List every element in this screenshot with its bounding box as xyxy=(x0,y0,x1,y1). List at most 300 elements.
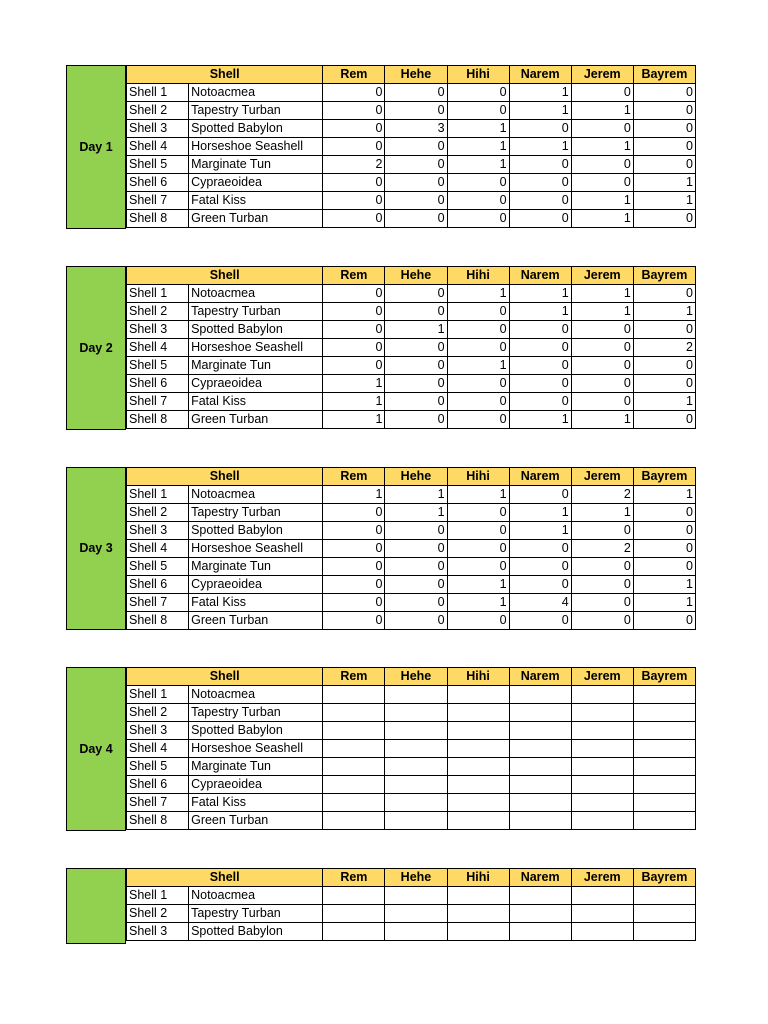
count-cell[interactable] xyxy=(571,758,633,776)
count-cell[interactable]: 1 xyxy=(571,284,633,302)
count-cell[interactable] xyxy=(385,776,447,794)
count-cell[interactable] xyxy=(509,686,571,704)
count-cell[interactable]: 0 xyxy=(509,356,571,374)
count-cell[interactable]: 0 xyxy=(323,356,385,374)
count-cell[interactable]: 1 xyxy=(633,174,695,192)
shell-name-cell[interactable]: Marginate Tun xyxy=(189,156,323,174)
count-cell[interactable]: 0 xyxy=(571,374,633,392)
count-cell[interactable]: 0 xyxy=(447,174,509,192)
count-cell[interactable]: 0 xyxy=(385,138,447,156)
shell-name-cell[interactable]: Horseshoe Seashell xyxy=(189,338,323,356)
header-person[interactable]: Hehe xyxy=(385,668,447,686)
shell-name-cell[interactable]: Horseshoe Seashell xyxy=(189,539,323,557)
count-cell[interactable]: 0 xyxy=(633,84,695,102)
header-person[interactable]: Jerem xyxy=(571,66,633,84)
shell-id-cell[interactable]: Shell 3 xyxy=(127,923,189,941)
shell-id-cell[interactable]: Shell 6 xyxy=(127,374,189,392)
shell-name-cell[interactable]: Notoacmea xyxy=(189,284,323,302)
count-cell[interactable]: 1 xyxy=(571,192,633,210)
shell-name-cell[interactable]: Horseshoe Seashell xyxy=(189,740,323,758)
count-cell[interactable]: 0 xyxy=(447,302,509,320)
count-cell[interactable] xyxy=(385,905,447,923)
count-cell[interactable]: 0 xyxy=(447,557,509,575)
shell-id-cell[interactable]: Shell 7 xyxy=(127,593,189,611)
count-cell[interactable]: 1 xyxy=(633,302,695,320)
count-cell[interactable]: 0 xyxy=(323,192,385,210)
count-cell[interactable]: 0 xyxy=(385,174,447,192)
header-person[interactable]: Bayrem xyxy=(633,266,695,284)
count-cell[interactable] xyxy=(385,758,447,776)
header-person[interactable]: Rem xyxy=(323,66,385,84)
shell-id-cell[interactable]: Shell 1 xyxy=(127,485,189,503)
count-cell[interactable]: 0 xyxy=(633,284,695,302)
header-person[interactable]: Jerem xyxy=(571,467,633,485)
count-cell[interactable]: 0 xyxy=(447,192,509,210)
header-person[interactable]: Narem xyxy=(509,266,571,284)
header-shell[interactable]: Shell xyxy=(127,266,323,284)
count-cell[interactable]: 0 xyxy=(633,539,695,557)
count-cell[interactable]: 0 xyxy=(509,174,571,192)
header-person[interactable]: Narem xyxy=(509,467,571,485)
header-person[interactable]: Hehe xyxy=(385,869,447,887)
count-cell[interactable]: 0 xyxy=(323,593,385,611)
count-cell[interactable] xyxy=(571,686,633,704)
count-cell[interactable]: 0 xyxy=(323,84,385,102)
count-cell[interactable] xyxy=(447,794,509,812)
count-cell[interactable] xyxy=(571,887,633,905)
header-person[interactable]: Rem xyxy=(323,869,385,887)
count-cell[interactable]: 0 xyxy=(509,320,571,338)
shell-name-cell[interactable]: Cypraeoidea xyxy=(189,374,323,392)
header-person[interactable]: Jerem xyxy=(571,668,633,686)
count-cell[interactable] xyxy=(385,812,447,830)
count-cell[interactable] xyxy=(385,686,447,704)
count-cell[interactable] xyxy=(509,923,571,941)
count-cell[interactable]: 0 xyxy=(633,320,695,338)
shell-id-cell[interactable]: Shell 4 xyxy=(127,740,189,758)
shell-id-cell[interactable]: Shell 8 xyxy=(127,611,189,629)
count-cell[interactable]: 0 xyxy=(633,503,695,521)
count-cell[interactable]: 2 xyxy=(571,485,633,503)
count-cell[interactable] xyxy=(571,794,633,812)
count-cell[interactable] xyxy=(323,887,385,905)
count-cell[interactable] xyxy=(509,722,571,740)
count-cell[interactable]: 0 xyxy=(633,611,695,629)
shell-name-cell[interactable]: Fatal Kiss xyxy=(189,392,323,410)
count-cell[interactable]: 0 xyxy=(633,557,695,575)
count-cell[interactable] xyxy=(447,905,509,923)
shell-name-cell[interactable]: Notoacmea xyxy=(189,686,323,704)
shell-name-cell[interactable]: Marginate Tun xyxy=(189,758,323,776)
count-cell[interactable] xyxy=(509,905,571,923)
count-cell[interactable]: 0 xyxy=(447,210,509,228)
header-person[interactable]: Rem xyxy=(323,467,385,485)
count-cell[interactable]: 0 xyxy=(385,374,447,392)
header-person[interactable]: Hehe xyxy=(385,266,447,284)
count-cell[interactable]: 1 xyxy=(323,374,385,392)
header-person[interactable]: Bayrem xyxy=(633,467,695,485)
count-cell[interactable] xyxy=(633,740,695,758)
count-cell[interactable] xyxy=(509,887,571,905)
count-cell[interactable]: 1 xyxy=(571,503,633,521)
count-cell[interactable]: 0 xyxy=(323,503,385,521)
count-cell[interactable]: 1 xyxy=(633,192,695,210)
shell-id-cell[interactable]: Shell 1 xyxy=(127,686,189,704)
count-cell[interactable]: 0 xyxy=(385,539,447,557)
count-cell[interactable] xyxy=(447,758,509,776)
count-cell[interactable]: 0 xyxy=(633,138,695,156)
count-cell[interactable] xyxy=(509,776,571,794)
count-cell[interactable]: 0 xyxy=(571,593,633,611)
count-cell[interactable] xyxy=(571,905,633,923)
count-cell[interactable] xyxy=(571,722,633,740)
count-cell[interactable]: 0 xyxy=(385,210,447,228)
count-cell[interactable] xyxy=(509,758,571,776)
shell-name-cell[interactable]: Tapestry Turban xyxy=(189,102,323,120)
count-cell[interactable]: 1 xyxy=(633,485,695,503)
count-cell[interactable] xyxy=(385,923,447,941)
shell-name-cell[interactable]: Fatal Kiss xyxy=(189,593,323,611)
count-cell[interactable]: 0 xyxy=(509,392,571,410)
count-cell[interactable] xyxy=(323,686,385,704)
count-cell[interactable]: 0 xyxy=(447,84,509,102)
shell-id-cell[interactable]: Shell 3 xyxy=(127,722,189,740)
count-cell[interactable]: 0 xyxy=(385,156,447,174)
count-cell[interactable]: 0 xyxy=(509,120,571,138)
count-cell[interactable]: 0 xyxy=(385,521,447,539)
count-cell[interactable]: 1 xyxy=(447,156,509,174)
shell-name-cell[interactable]: Green Turban xyxy=(189,611,323,629)
count-cell[interactable] xyxy=(571,776,633,794)
count-cell[interactable]: 0 xyxy=(447,521,509,539)
count-cell[interactable]: 2 xyxy=(571,539,633,557)
shell-id-cell[interactable]: Shell 2 xyxy=(127,102,189,120)
header-person[interactable]: Hihi xyxy=(447,467,509,485)
count-cell[interactable] xyxy=(571,923,633,941)
count-cell[interactable] xyxy=(633,794,695,812)
count-cell[interactable] xyxy=(633,812,695,830)
shell-name-cell[interactable]: Tapestry Turban xyxy=(189,704,323,722)
shell-name-cell[interactable]: Marginate Tun xyxy=(189,356,323,374)
count-cell[interactable] xyxy=(385,704,447,722)
shell-id-cell[interactable]: Shell 8 xyxy=(127,812,189,830)
count-cell[interactable]: 0 xyxy=(323,210,385,228)
count-cell[interactable]: 1 xyxy=(509,410,571,428)
count-cell[interactable]: 0 xyxy=(633,374,695,392)
shell-name-cell[interactable]: Green Turban xyxy=(189,410,323,428)
count-cell[interactable] xyxy=(447,923,509,941)
count-cell[interactable]: 1 xyxy=(447,356,509,374)
shell-name-cell[interactable]: Spotted Babylon xyxy=(189,923,323,941)
count-cell[interactable]: 1 xyxy=(633,575,695,593)
count-cell[interactable]: 0 xyxy=(447,611,509,629)
count-cell[interactable]: 1 xyxy=(323,410,385,428)
count-cell[interactable]: 0 xyxy=(571,156,633,174)
count-cell[interactable]: 0 xyxy=(385,575,447,593)
shell-id-cell[interactable]: Shell 5 xyxy=(127,156,189,174)
count-cell[interactable]: 0 xyxy=(447,374,509,392)
count-cell[interactable] xyxy=(323,758,385,776)
header-person[interactable]: Rem xyxy=(323,266,385,284)
count-cell[interactable]: 0 xyxy=(633,410,695,428)
count-cell[interactable] xyxy=(633,722,695,740)
count-cell[interactable] xyxy=(509,794,571,812)
count-cell[interactable]: 1 xyxy=(571,102,633,120)
count-cell[interactable]: 4 xyxy=(509,593,571,611)
count-cell[interactable]: 0 xyxy=(509,557,571,575)
count-cell[interactable] xyxy=(633,776,695,794)
count-cell[interactable] xyxy=(447,704,509,722)
count-cell[interactable]: 0 xyxy=(447,102,509,120)
count-cell[interactable]: 0 xyxy=(447,539,509,557)
count-cell[interactable]: 0 xyxy=(385,392,447,410)
count-cell[interactable] xyxy=(447,722,509,740)
shell-name-cell[interactable]: Cypraeoidea xyxy=(189,776,323,794)
header-shell[interactable]: Shell xyxy=(127,467,323,485)
day-label-cell[interactable] xyxy=(66,868,126,944)
count-cell[interactable] xyxy=(323,905,385,923)
count-cell[interactable]: 1 xyxy=(633,392,695,410)
count-cell[interactable] xyxy=(323,722,385,740)
header-person[interactable]: Rem xyxy=(323,668,385,686)
count-cell[interactable]: 0 xyxy=(323,102,385,120)
day-label-cell[interactable]: Day 2 xyxy=(66,266,126,430)
shell-id-cell[interactable]: Shell 2 xyxy=(127,704,189,722)
shell-name-cell[interactable]: Marginate Tun xyxy=(189,557,323,575)
count-cell[interactable] xyxy=(323,740,385,758)
count-cell[interactable]: 0 xyxy=(509,338,571,356)
count-cell[interactable] xyxy=(385,740,447,758)
header-person[interactable]: Hihi xyxy=(447,66,509,84)
shell-id-cell[interactable]: Shell 6 xyxy=(127,776,189,794)
count-cell[interactable] xyxy=(385,887,447,905)
shell-name-cell[interactable]: Spotted Babylon xyxy=(189,320,323,338)
header-person[interactable]: Jerem xyxy=(571,869,633,887)
count-cell[interactable]: 0 xyxy=(509,210,571,228)
count-cell[interactable]: 0 xyxy=(571,557,633,575)
count-cell[interactable] xyxy=(509,812,571,830)
count-cell[interactable]: 0 xyxy=(385,410,447,428)
shell-id-cell[interactable]: Shell 5 xyxy=(127,356,189,374)
shell-id-cell[interactable]: Shell 2 xyxy=(127,905,189,923)
count-cell[interactable] xyxy=(509,704,571,722)
count-cell[interactable]: 0 xyxy=(385,557,447,575)
count-cell[interactable] xyxy=(323,794,385,812)
count-cell[interactable] xyxy=(633,905,695,923)
count-cell[interactable]: 1 xyxy=(447,593,509,611)
shell-name-cell[interactable]: Tapestry Turban xyxy=(189,302,323,320)
count-cell[interactable]: 0 xyxy=(447,503,509,521)
shell-id-cell[interactable]: Shell 6 xyxy=(127,575,189,593)
count-cell[interactable]: 1 xyxy=(509,302,571,320)
count-cell[interactable] xyxy=(323,704,385,722)
count-cell[interactable]: 1 xyxy=(447,575,509,593)
shell-id-cell[interactable]: Shell 1 xyxy=(127,84,189,102)
shell-name-cell[interactable]: Notoacmea xyxy=(189,485,323,503)
header-person[interactable]: Narem xyxy=(509,66,571,84)
header-person[interactable]: Bayrem xyxy=(633,66,695,84)
count-cell[interactable] xyxy=(385,722,447,740)
count-cell[interactable]: 0 xyxy=(385,102,447,120)
count-cell[interactable]: 0 xyxy=(447,320,509,338)
day-label-cell[interactable]: Day 4 xyxy=(66,667,126,831)
count-cell[interactable]: 0 xyxy=(323,302,385,320)
count-cell[interactable] xyxy=(571,740,633,758)
count-cell[interactable]: 0 xyxy=(571,338,633,356)
count-cell[interactable]: 0 xyxy=(447,410,509,428)
shell-name-cell[interactable]: Green Turban xyxy=(189,812,323,830)
shell-id-cell[interactable]: Shell 3 xyxy=(127,320,189,338)
count-cell[interactable] xyxy=(571,812,633,830)
count-cell[interactable]: 0 xyxy=(633,210,695,228)
count-cell[interactable]: 0 xyxy=(323,120,385,138)
count-cell[interactable]: 0 xyxy=(447,338,509,356)
header-person[interactable]: Hihi xyxy=(447,668,509,686)
header-shell[interactable]: Shell xyxy=(127,66,323,84)
count-cell[interactable] xyxy=(509,740,571,758)
header-person[interactable]: Narem xyxy=(509,668,571,686)
shell-id-cell[interactable]: Shell 5 xyxy=(127,758,189,776)
shell-name-cell[interactable]: Tapestry Turban xyxy=(189,905,323,923)
shell-name-cell[interactable]: Spotted Babylon xyxy=(189,120,323,138)
count-cell[interactable]: 0 xyxy=(509,192,571,210)
count-cell[interactable]: 0 xyxy=(323,557,385,575)
shell-name-cell[interactable]: Horseshoe Seashell xyxy=(189,138,323,156)
shell-id-cell[interactable]: Shell 1 xyxy=(127,887,189,905)
count-cell[interactable] xyxy=(571,704,633,722)
count-cell[interactable] xyxy=(447,812,509,830)
count-cell[interactable]: 1 xyxy=(509,503,571,521)
count-cell[interactable]: 1 xyxy=(571,138,633,156)
count-cell[interactable] xyxy=(323,776,385,794)
count-cell[interactable]: 0 xyxy=(447,392,509,410)
count-cell[interactable]: 0 xyxy=(571,174,633,192)
count-cell[interactable] xyxy=(633,704,695,722)
count-cell[interactable] xyxy=(633,887,695,905)
count-cell[interactable]: 0 xyxy=(509,156,571,174)
count-cell[interactable]: 1 xyxy=(509,521,571,539)
shell-id-cell[interactable]: Shell 2 xyxy=(127,503,189,521)
header-person[interactable]: Bayrem xyxy=(633,869,695,887)
count-cell[interactable]: 1 xyxy=(385,503,447,521)
count-cell[interactable]: 0 xyxy=(385,302,447,320)
count-cell[interactable]: 1 xyxy=(509,84,571,102)
header-shell[interactable]: Shell xyxy=(127,668,323,686)
count-cell[interactable]: 1 xyxy=(509,138,571,156)
count-cell[interactable]: 0 xyxy=(323,611,385,629)
count-cell[interactable]: 1 xyxy=(447,284,509,302)
count-cell[interactable]: 0 xyxy=(571,356,633,374)
count-cell[interactable]: 0 xyxy=(323,174,385,192)
shell-name-cell[interactable]: Spotted Babylon xyxy=(189,521,323,539)
count-cell[interactable]: 0 xyxy=(633,120,695,138)
count-cell[interactable]: 0 xyxy=(509,575,571,593)
count-cell[interactable]: 1 xyxy=(323,392,385,410)
shell-id-cell[interactable]: Shell 4 xyxy=(127,138,189,156)
header-person[interactable]: Hehe xyxy=(385,66,447,84)
count-cell[interactable]: 1 xyxy=(447,485,509,503)
shell-name-cell[interactable]: Tapestry Turban xyxy=(189,503,323,521)
count-cell[interactable]: 0 xyxy=(571,392,633,410)
shell-id-cell[interactable]: Shell 7 xyxy=(127,192,189,210)
count-cell[interactable]: 0 xyxy=(385,284,447,302)
count-cell[interactable] xyxy=(447,887,509,905)
shell-name-cell[interactable]: Fatal Kiss xyxy=(189,794,323,812)
shell-name-cell[interactable]: Cypraeoidea xyxy=(189,174,323,192)
count-cell[interactable]: 0 xyxy=(509,611,571,629)
count-cell[interactable]: 0 xyxy=(571,611,633,629)
count-cell[interactable]: 0 xyxy=(323,320,385,338)
count-cell[interactable]: 1 xyxy=(323,485,385,503)
header-person[interactable]: Bayrem xyxy=(633,668,695,686)
count-cell[interactable]: 0 xyxy=(571,84,633,102)
count-cell[interactable]: 0 xyxy=(323,284,385,302)
count-cell[interactable] xyxy=(385,794,447,812)
count-cell[interactable] xyxy=(633,923,695,941)
count-cell[interactable]: 0 xyxy=(571,575,633,593)
count-cell[interactable]: 1 xyxy=(509,284,571,302)
shell-id-cell[interactable]: Shell 3 xyxy=(127,521,189,539)
count-cell[interactable] xyxy=(447,686,509,704)
count-cell[interactable]: 0 xyxy=(571,120,633,138)
shell-id-cell[interactable]: Shell 7 xyxy=(127,794,189,812)
shell-id-cell[interactable]: Shell 3 xyxy=(127,120,189,138)
count-cell[interactable]: 0 xyxy=(509,485,571,503)
day-label-cell[interactable]: Day 1 xyxy=(66,65,126,229)
count-cell[interactable]: 0 xyxy=(385,356,447,374)
count-cell[interactable]: 0 xyxy=(571,521,633,539)
count-cell[interactable]: 1 xyxy=(509,102,571,120)
count-cell[interactable]: 0 xyxy=(323,539,385,557)
count-cell[interactable] xyxy=(447,776,509,794)
count-cell[interactable] xyxy=(323,812,385,830)
shell-id-cell[interactable]: Shell 1 xyxy=(127,284,189,302)
count-cell[interactable]: 0 xyxy=(385,611,447,629)
shell-id-cell[interactable]: Shell 4 xyxy=(127,338,189,356)
count-cell[interactable]: 0 xyxy=(323,575,385,593)
shell-name-cell[interactable]: Notoacmea xyxy=(189,887,323,905)
count-cell[interactable]: 2 xyxy=(323,156,385,174)
shell-name-cell[interactable]: Notoacmea xyxy=(189,84,323,102)
shell-name-cell[interactable]: Spotted Babylon xyxy=(189,722,323,740)
day-label-cell[interactable]: Day 3 xyxy=(66,467,126,631)
header-person[interactable]: Hehe xyxy=(385,467,447,485)
count-cell[interactable]: 1 xyxy=(571,410,633,428)
count-cell[interactable]: 0 xyxy=(385,192,447,210)
header-person[interactable]: Hihi xyxy=(447,869,509,887)
shell-id-cell[interactable]: Shell 7 xyxy=(127,392,189,410)
count-cell[interactable]: 0 xyxy=(633,156,695,174)
count-cell[interactable]: 1 xyxy=(633,593,695,611)
count-cell[interactable]: 0 xyxy=(633,521,695,539)
count-cell[interactable] xyxy=(633,686,695,704)
count-cell[interactable]: 1 xyxy=(447,120,509,138)
shell-id-cell[interactable]: Shell 6 xyxy=(127,174,189,192)
shell-id-cell[interactable]: Shell 8 xyxy=(127,410,189,428)
header-person[interactable]: Narem xyxy=(509,869,571,887)
count-cell[interactable] xyxy=(633,758,695,776)
count-cell[interactable] xyxy=(447,740,509,758)
count-cell[interactable]: 2 xyxy=(633,338,695,356)
count-cell[interactable]: 3 xyxy=(385,120,447,138)
shell-name-cell[interactable]: Green Turban xyxy=(189,210,323,228)
shell-id-cell[interactable]: Shell 2 xyxy=(127,302,189,320)
count-cell[interactable]: 0 xyxy=(385,84,447,102)
count-cell[interactable]: 0 xyxy=(385,338,447,356)
count-cell[interactable]: 1 xyxy=(571,302,633,320)
count-cell[interactable] xyxy=(323,923,385,941)
count-cell[interactable]: 0 xyxy=(509,539,571,557)
